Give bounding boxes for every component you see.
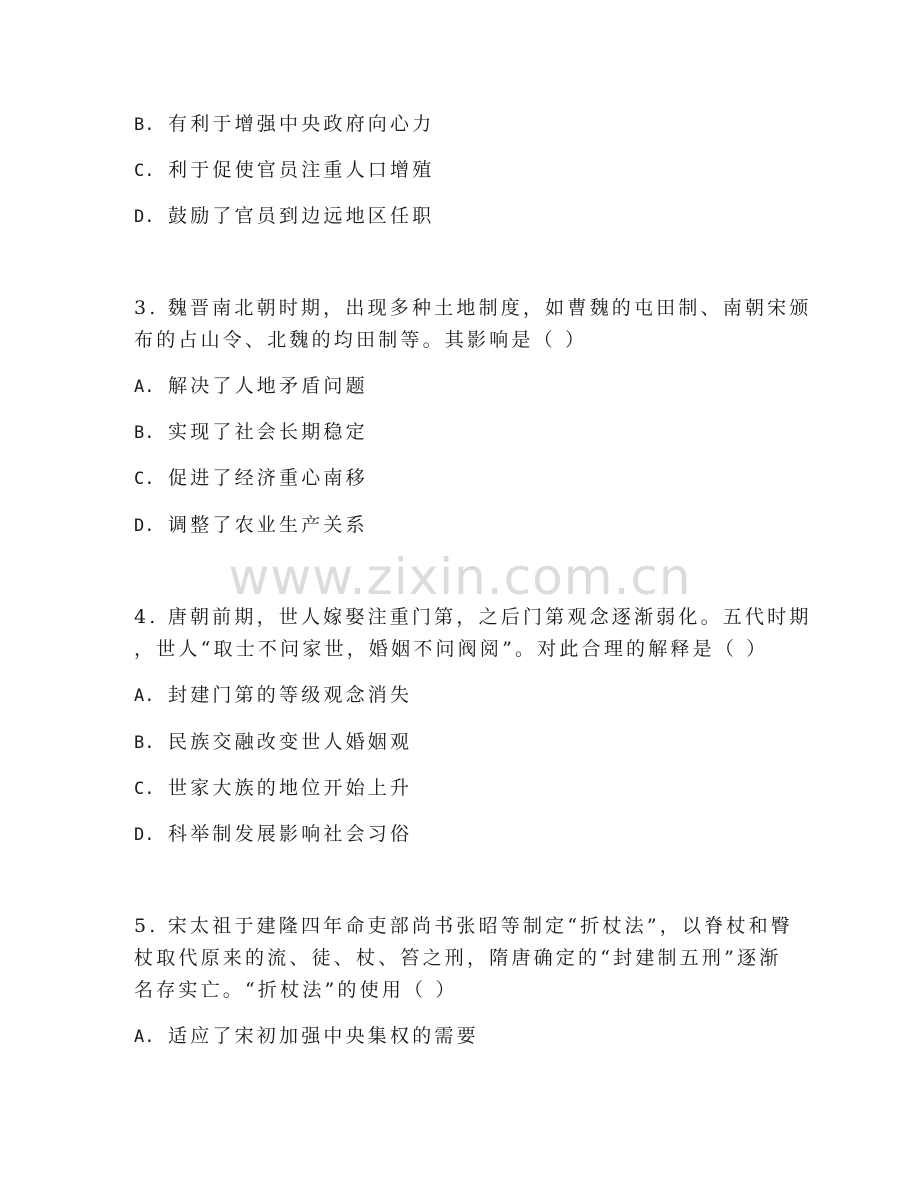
option-text: 实现了社会长期稳定 <box>168 421 368 443</box>
option-letter: A. <box>134 377 155 397</box>
option-letter: C. <box>134 469 155 489</box>
q5-stem-line-2: 杖取代原来的流、徒、杖、笞之刑，隋唐确定的“封建制五刑”逐渐 <box>134 947 782 969</box>
q2-option-b <box>134 111 434 138</box>
option-letter: A. <box>134 1027 155 1047</box>
q3-option-a <box>134 373 368 400</box>
q4-option-b <box>134 729 412 756</box>
q3-option-c <box>134 465 368 492</box>
q4-option-a <box>134 682 412 709</box>
q2-option-c <box>134 157 434 184</box>
option-text: 科举制发展影响社会习俗 <box>168 823 413 845</box>
option-letter: D. <box>134 825 155 845</box>
option-text: 民族交融改变世人婚姻观 <box>168 731 413 753</box>
q5-stem-line-3: 名存实亡。“折杖法”的使用（ ） <box>134 979 458 1001</box>
option-letter: D. <box>134 207 155 227</box>
q4-stem-line-1: 4. 唐朝前期，世人嫁娶注重门第，之后门第观念逐渐弱化。五代时期 <box>134 606 812 628</box>
option-text: 封建门第的等级观念消失 <box>168 684 413 706</box>
watermark: www.zixin.com.cn <box>228 548 692 606</box>
q3-option-b <box>134 419 368 446</box>
option-text: 利于促使官员注重人口增殖 <box>168 159 435 181</box>
option-letter: B. <box>134 733 155 753</box>
q2-option-d <box>134 203 434 230</box>
q5-stem-line-1: 5. 宋太祖于建隆四年命吏部尚书张昭等制定“折杖法”，以脊杖和臀 <box>134 915 793 937</box>
option-letter: D. <box>134 516 155 536</box>
option-letter: A. <box>134 686 155 706</box>
option-text: 解决了人地矛盾问题 <box>168 375 368 397</box>
q3-option-d <box>134 512 368 539</box>
q5-option-a <box>134 1023 479 1050</box>
option-text: 世家大族的地位开始上升 <box>168 777 413 799</box>
q3-stem-line-2: 布的占山令、北魏的均田制等。其影响是（ ） <box>134 329 588 351</box>
q4-option-d <box>134 821 412 848</box>
q3-stem-line-1: 3. 魏晋南北朝时期，出现多种土地制度，如曹魏的屯田制、南朝宋颁 <box>134 297 812 319</box>
option-text: 适应了宋初加强中央集权的需要 <box>168 1025 479 1047</box>
option-text: 有利于增强中央政府向心力 <box>168 113 435 135</box>
option-text: 调整了农业生产关系 <box>168 514 368 536</box>
option-letter: B. <box>134 423 155 443</box>
q4-stem-line-2: ，世人“取士不问家世，婚姻不问阀阅”。对此合理的解释是（ ） <box>134 638 769 660</box>
option-letter: C. <box>134 161 155 181</box>
q4-option-c <box>134 775 412 802</box>
option-letter: B. <box>134 115 155 135</box>
option-text: 鼓励了官员到边远地区任职 <box>168 205 435 227</box>
option-letter: C. <box>134 779 155 799</box>
option-text: 促进了经济重心南移 <box>168 467 368 489</box>
